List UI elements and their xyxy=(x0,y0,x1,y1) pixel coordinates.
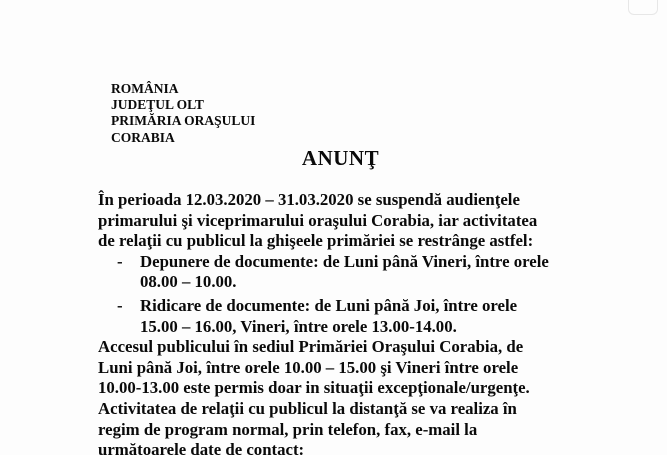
paragraph2-line: Activitatea de relaţii cu publicul la distanţă se va realiza în xyxy=(98,398,517,418)
scan-corner-mark xyxy=(628,0,658,15)
document-title: ANUNŢ xyxy=(301,146,380,170)
bullet-item-pickup xyxy=(98,296,598,337)
announcement-body xyxy=(98,190,598,461)
paragraph2-line: 10.00-13.00 este permis doar in situaţii excepţionale/urgenţe. xyxy=(98,378,530,398)
paragraph2-line: Luni până Joi, între orele 10.00 – 15.00 şi Vineri între orele xyxy=(98,357,519,377)
header-institution: PRIMĂRIA ORAŞULUI xyxy=(111,113,256,129)
bullet-text-continuation: 08.00 – 10.00. xyxy=(140,272,237,292)
header-country: ROMÂNIA xyxy=(111,81,179,96)
bullet-text: Ridicare de documente: de Luni până Joi, între orele xyxy=(140,295,518,315)
bullet-text-continuation: 15.00 – 16.00, Vineri, între orele 13.00-14.00. xyxy=(140,316,457,336)
bullet-item-deposit xyxy=(98,252,598,293)
bullet-text: Depunere de documente: de Luni până Vineri, între orele xyxy=(140,251,549,271)
paragraph2-line: următoarele date de contact: xyxy=(98,440,305,460)
paragraph1-line: În perioada 12.03.2020 – 31.03.2020 se suspendă audienţele xyxy=(98,190,520,209)
bullet-dash: - xyxy=(117,295,123,315)
header-city: CORABIA xyxy=(111,129,175,145)
paragraph1-line: de relaţii cu publicul la ghişeele primăriei se restrânge astfel: xyxy=(98,231,534,251)
bullet-dash: - xyxy=(117,251,123,271)
paragraph1-line: primarului şi viceprimarului oraşului Corabia, iar activitatea xyxy=(98,210,538,230)
paragraph2-line: Accesul publicului în sediul Primăriei Oraşului Corabia, de xyxy=(98,337,524,357)
header-county: JUDEŢUL OLT xyxy=(111,97,204,113)
issuer-header xyxy=(111,81,255,146)
paragraph2-line: regim de program normal, prin telefon, fax, e-mail la xyxy=(98,419,478,439)
